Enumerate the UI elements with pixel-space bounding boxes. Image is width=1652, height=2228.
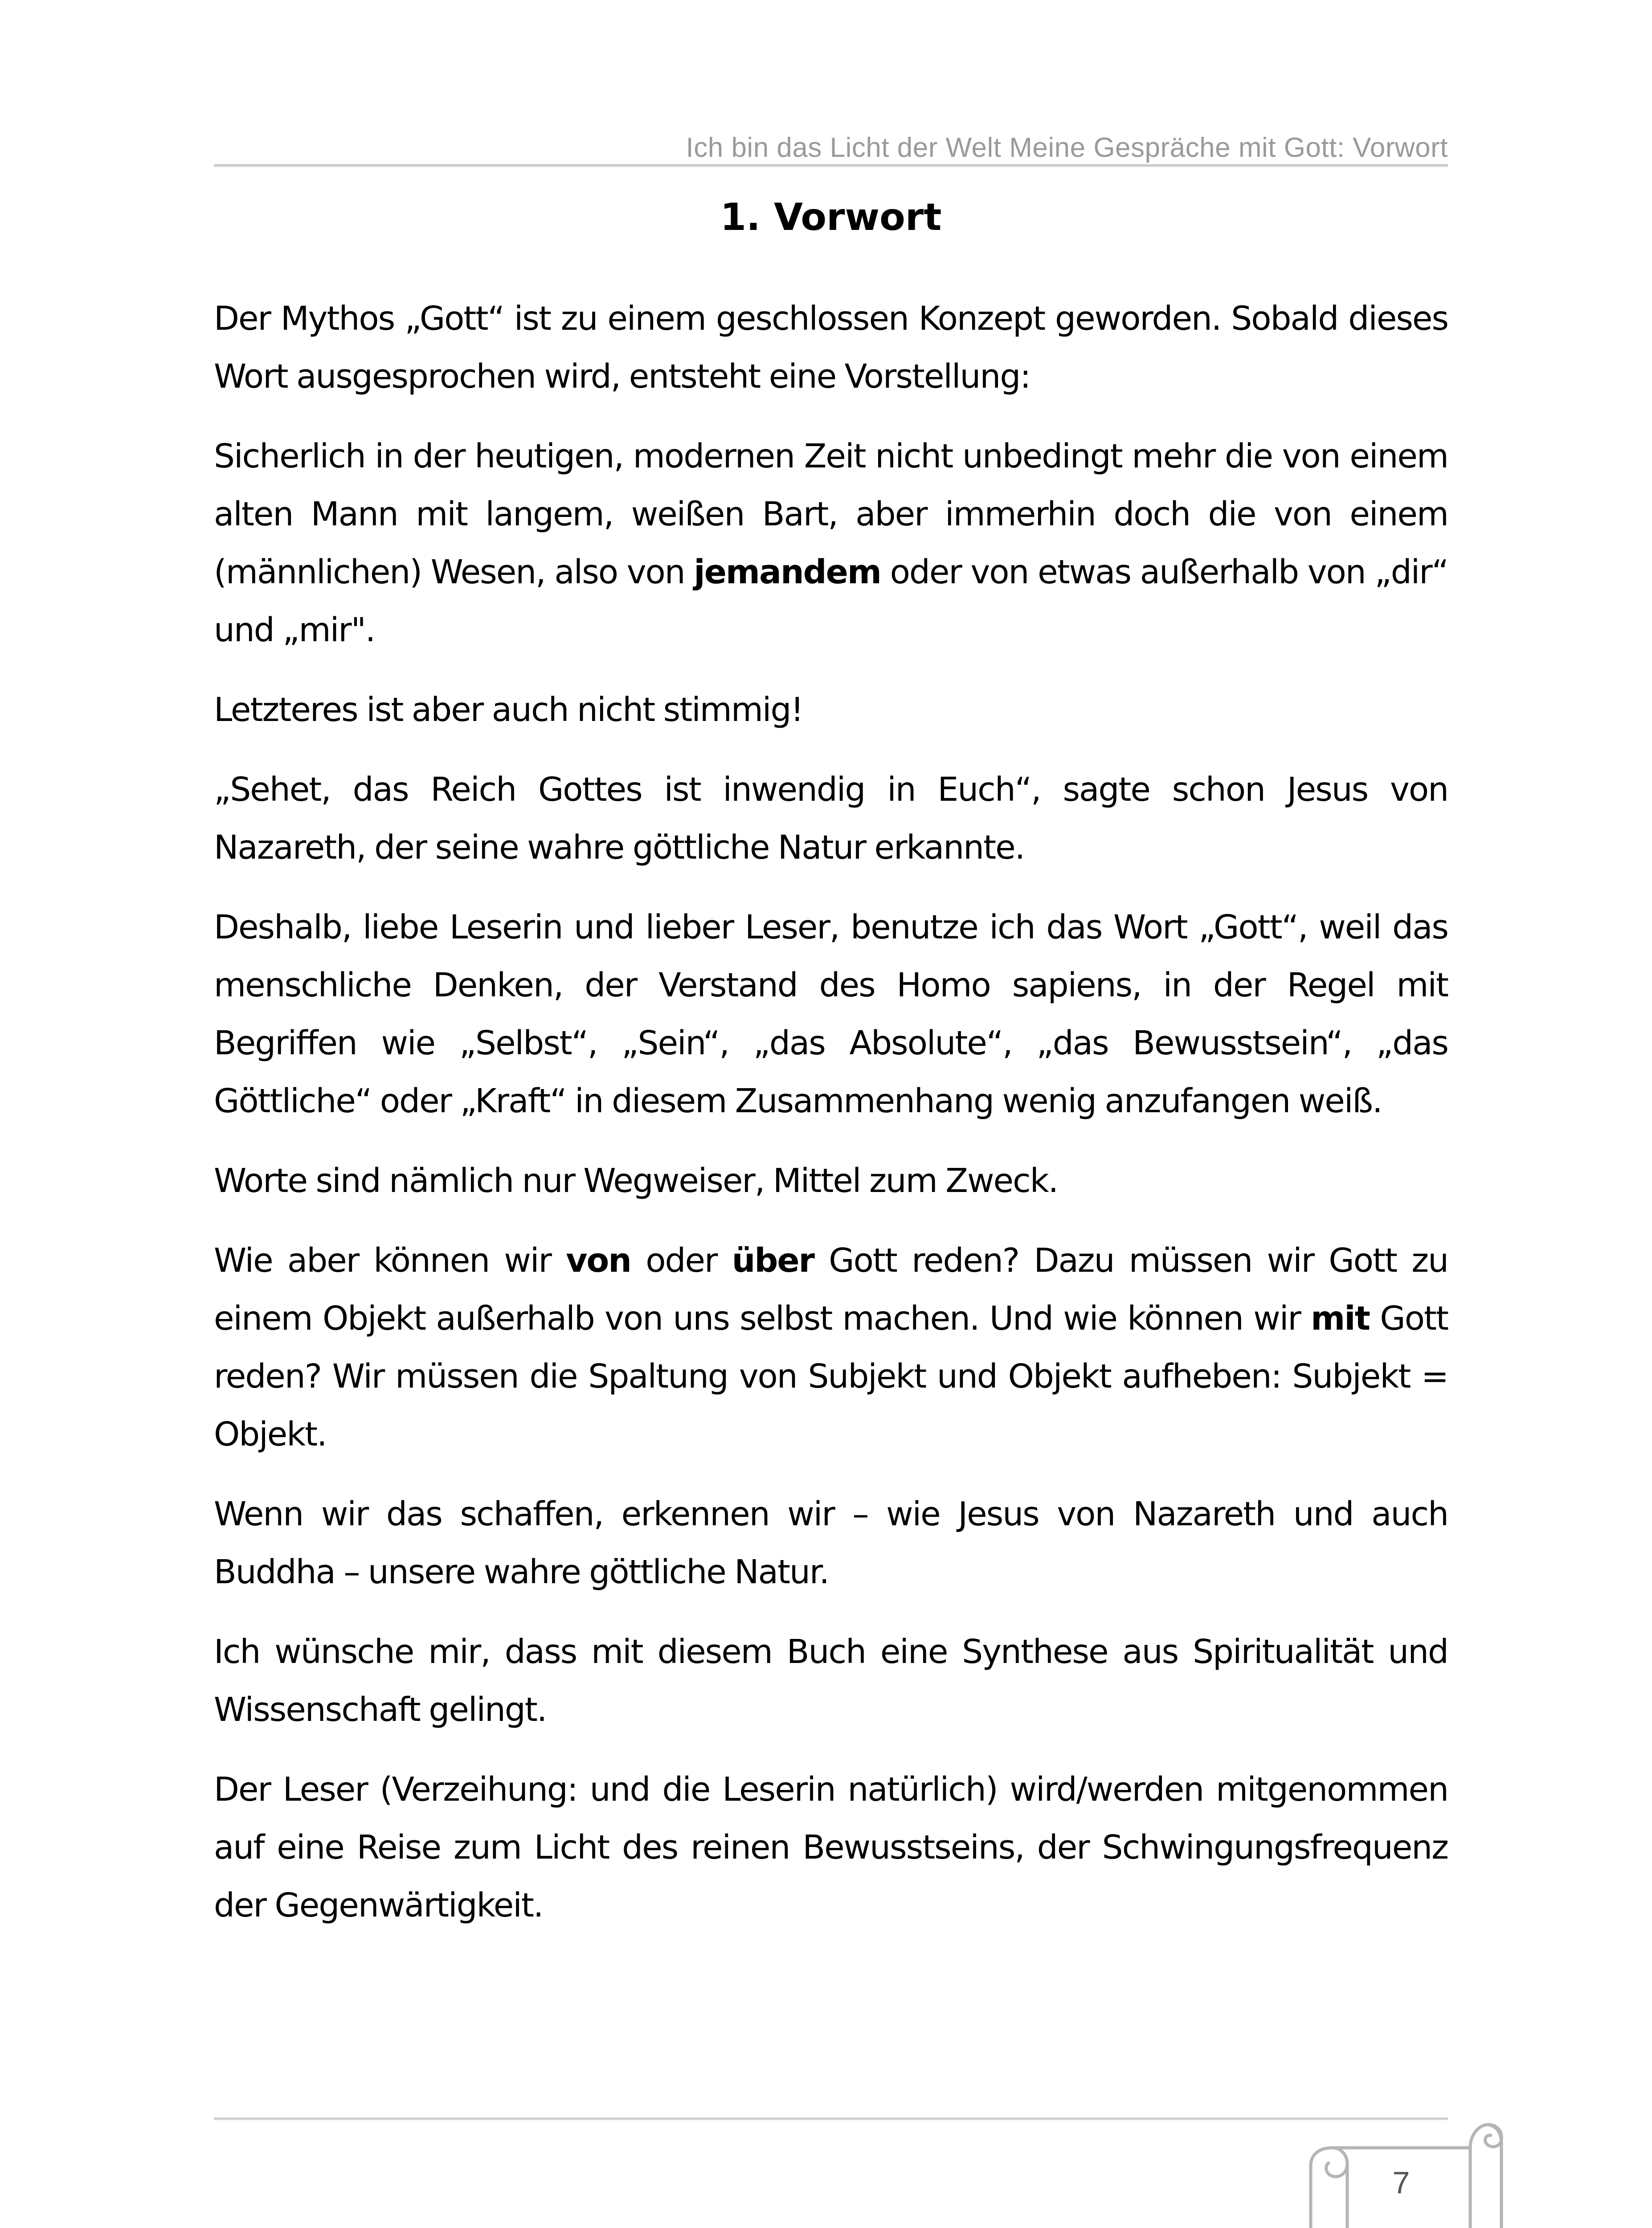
- paragraph-7-part-a: Wie aber können wir: [214, 1241, 566, 1280]
- body-text: [214, 290, 1448, 1956]
- emphasis-jemandem: jemandem: [694, 553, 881, 591]
- paragraph-8: Wenn wir das schaffen, erkennen wir – wie Jesus von Nazareth und auch Buddha – unsere wahre göttliche Natur.: [214, 1495, 1448, 1591]
- paragraph-4: „Sehet, das Reich Gottes ist inwendig in Euch“, sagte schon Jesus von Nazareth, der seine wahre göttliche Natur erkannte.: [214, 770, 1448, 867]
- paragraph-10: Der Leser (Verzeihung: und die Leserin natürlich) wird/werden mitgenommen auf eine Reise zum Licht des reinen Bewusstseins, der Schwingungsfrequenz der Gegenwärtigkeit.: [214, 1770, 1448, 1925]
- paragraph-7-part-g: Gott reden? Wir müssen die Spaltung von Subjekt und Objekt aufheben: Subjekt = Objekt.: [214, 1299, 1448, 1454]
- paragraph-2: [214, 427, 1448, 659]
- chapter-number: 1.: [720, 195, 761, 239]
- chapter-heading: [214, 192, 1448, 242]
- chapter-title-text: Vorwort: [773, 195, 942, 239]
- header-divider: [214, 164, 1448, 167]
- paragraph-7-part-c: oder: [630, 1241, 732, 1280]
- paragraph-3: Letzteres ist aber auch nicht stimmig!: [214, 691, 803, 729]
- paragraph-7-part-e: Gott reden? Dazu müssen wir Gott zu einem Objekt außerhalb von uns selbst machen. Und wie können wir: [214, 1241, 1448, 1338]
- paragraph-7: [214, 1232, 1448, 1463]
- footer-divider: [214, 2117, 1448, 2120]
- emphasis-ueber: über: [732, 1241, 814, 1280]
- running-header: Ich bin das Licht der Welt Meine Gespräche mit Gott: Vorwort: [686, 132, 1448, 163]
- paragraph-5: Deshalb, liebe Leserin und lieber Leser, benutze ich das Wort „Gott“, weil das menschliche Denken, der Verstand des Homo sapiens, in der Regel mit Begriffen wie „Selbst“, „Sein“, „das Absolute“, „das Bewusstsein“, „das Göttliche“ oder „Kraft“ in diesem Zusammenhang wenig anzufangen weiß.: [214, 908, 1448, 1120]
- paragraph-2-part-a: Sicherlich in der heutigen, modernen Zeit nicht unbedingt mehr die von einem alten Mann mit langem, weißen Bart, aber immerhin doch die von einem (männlichen) Wesen, also von: [214, 437, 1448, 591]
- emphasis-mit: mit: [1311, 1299, 1370, 1338]
- paragraph-1: Der Mythos „Gott“ ist zu einem geschlossen Konzept geworden. Sobald dieses Wort ausgesprochen wird, entsteht eine Vorstellung:: [214, 299, 1448, 396]
- paragraph-2-part-c: oder von etwas außerhalb von „dir“ und „mir".: [214, 553, 1448, 649]
- emphasis-von: von: [566, 1241, 631, 1280]
- paragraph-9: Ich wünsche mir, dass mit diesem Buch eine Synthese aus Spiritualität und Wissenschaft gelingt.: [214, 1633, 1448, 1729]
- page-number: 7: [1392, 2165, 1410, 2200]
- paragraph-6: Worte sind nämlich nur Wegweiser, Mittel zum Zweck.: [214, 1162, 1058, 1200]
